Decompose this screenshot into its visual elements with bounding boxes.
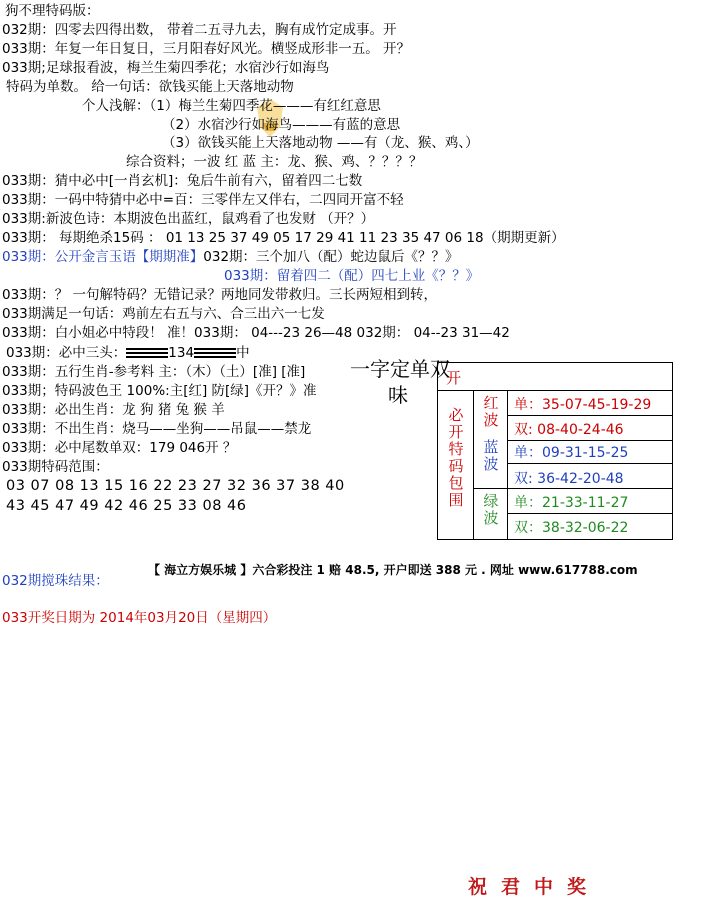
text-line: 综合资料；一波 红 蓝 主：龙、猴、鸡、？？？？ [126, 154, 423, 170]
text-line: 033期：必出生肖：龙 狗 猪 兔 猴 羊 [2, 402, 225, 418]
text-line: 033期；特码波色王 100%:主[红] 防[绿]《开？》准 [2, 383, 317, 399]
text-line: 033期：？ 一句解特码？无错记录？两地同发带救归。三长两短相到转， [2, 287, 438, 303]
blue-even-numbers: 双: 36-42-20-48 [514, 471, 624, 487]
text-line: 033期：白小姐必中特段！ 准！033期： 04---23 26—48 032期： 04--23 31—42 [2, 325, 510, 341]
bar-decoration [194, 348, 236, 358]
red-odd-numbers: 单：35-07-45-19-29 [514, 397, 652, 413]
text-line: （2）水宿沙行如海鸟———有蓝的意思 [162, 117, 401, 133]
text-line: 033期;足球报看波，梅兰生菊四季花；水宿沙行如海鸟 [2, 60, 330, 76]
bar-decoration [126, 348, 168, 358]
text-line: 033期：年复一年日复日，三月阳春好风光。横竖成形非一五。 开？ [2, 41, 411, 57]
text-line: 033开奖日期为 2014年03月20日（星期四） [2, 610, 277, 626]
text-line: 033期:新波色诗：本期波色出蓝红，鼠鸡看了也发财 （开？） [2, 211, 375, 227]
box-header-label: 开 [446, 369, 462, 387]
text-line: 033期：猜中必中[一肖玄机]：兔后牛前有六，留着四二七数 [2, 173, 363, 189]
text-line: 032期：四零去四得出数， 带着二五寻九去，胸有成竹定成事。开 [2, 22, 397, 38]
text-span: 032期：三个加八（配）蛇边鼠后《？？》 [203, 249, 459, 265]
text-line: 033期特码范围： [2, 459, 109, 475]
text-line: 033期满足一句话：鸡前左右五与六、合三出六一七发 [2, 306, 325, 322]
box-row [508, 489, 672, 514]
green-odd-numbers: 单：21-33-11-27 [514, 495, 629, 511]
prediction-box [437, 362, 673, 540]
text-span: 033期：留着四二（配）四七上业《？？》 [224, 268, 480, 284]
box-row [508, 391, 672, 416]
red-even-numbers: 双: 08-40-24-46 [514, 422, 624, 438]
box-left-column [438, 391, 474, 539]
text-line [2, 248, 459, 266]
text-line: 033期：五行生肖-参考料 主：（木）（土）[准] [准] [2, 364, 306, 380]
text-line: 033期：不出生肖：烧马——坐狗——吊鼠——禁龙 [2, 421, 312, 437]
text-span: 033期：公开金言玉语【期期准】 [2, 249, 204, 265]
blue-wave-label: 蓝波 [483, 438, 499, 473]
text-span: 134 [168, 345, 195, 361]
text-line: 033期：一码中特猜中必中=百：三零伴左又伴右，二四同开富不轻 [2, 192, 404, 208]
advertisement-text: 【 海立方娱乐城 】六合彩投注 1 赔 48.5, 开户即送 388 元 . 网址 www.617788.com [148, 563, 638, 577]
congrats-text: 祝君中奖 [468, 876, 601, 898]
overlay-text: 味 [388, 383, 408, 407]
blue-odd-numbers: 单：09-31-15-25 [514, 445, 629, 461]
number-line: 43 45 47 49 42 46 25 33 08 46 [6, 498, 247, 514]
green-wave-label: 绿波 [483, 492, 499, 527]
text-line: 033期：必中尾数单双：179 046开 ？ [2, 440, 237, 456]
title-line: 狗不理特码版： [5, 3, 100, 19]
text-line: 特码为单数。 给一句话：欲钱买能上天落地动物 [6, 79, 294, 95]
text-line: （3）欲钱买能上天落地动物 ——有（龙、猴、鸡、） [162, 135, 479, 151]
box-row [508, 416, 672, 441]
box-row [508, 463, 672, 489]
text-line [224, 267, 479, 285]
text-line: 033期： 每期绝杀15码 ： 01 13 25 37 49 05 17 29 41 11 23 35 47 06 18（期期更新） [2, 230, 565, 246]
box-vertical-label: 必开特码包围 [448, 406, 464, 509]
number-line: 03 07 08 13 15 16 22 23 27 32 36 37 38 40 [6, 478, 345, 494]
box-row [508, 441, 672, 463]
text-line: 032期搅珠结果： [2, 573, 109, 589]
text-span: 中 [236, 345, 250, 361]
green-label-cell [474, 489, 508, 539]
red-wave-label: 红波 [483, 394, 499, 429]
text-line: 个人浅解：（1）梅兰生菊四季花———有红红意思 [82, 98, 381, 114]
overlay-text: 一字定单双 [350, 357, 450, 381]
green-even-numbers: 双：38-32-06-22 [514, 520, 629, 536]
text-span: 033期：必中三头： [6, 345, 127, 361]
text-line [6, 344, 250, 362]
red-blue-labels [474, 391, 508, 489]
box-header [438, 363, 672, 391]
box-row [508, 514, 672, 539]
